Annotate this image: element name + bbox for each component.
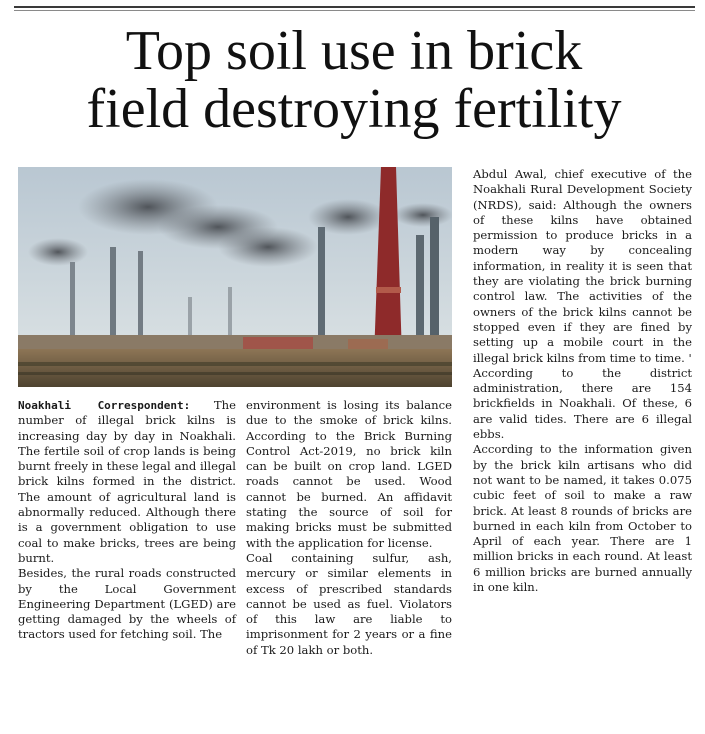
top-rule-thin <box>14 10 695 11</box>
paragraph: According to the information given by the brick kiln artisans who did not want to be named, it takes 0.075 cubic feet of soil to make a raw brick. At least 8 rounds of bricks are burned in each kiln from October to April of each year. There are 1 million bricks in each round. At least 6 million bricks are burned annually in one kiln. <box>473 442 692 595</box>
column-1 <box>18 398 236 643</box>
paragraph: Abdul Awal, chief executive of the Noakhali Rural Development Society (NRDS), said: Although the owners of these kilns have obtained permission to produce bricks in a modern way by concealing information, in reality it is seen that they are violating the brick burning control law. The activities of the owners of the brick kilns cannot be stopped even if they are fined by setting up a mobile court in the illegal brick kilns from time to time. ' <box>473 167 692 365</box>
column-3 <box>473 167 692 595</box>
headline-line-1: Top soil use in brick <box>125 20 583 82</box>
paragraph <box>18 398 236 566</box>
column-2 <box>246 398 452 658</box>
paragraph: Coal containing sulfur, ash, mercury or similar elements in excess of prescribed standards cannot be used as fuel. Violators of this law are liable to imprisonment for 2 years or a fine of Tk 20 lakh or both. <box>246 550 452 657</box>
paragraph-text: The number of illegal brick kilns is increasing day by day in Noakhali. The fertile soil of crop lands is being burnt freely in these legal and illegal brick kilns formed in the district. The amount of agricultural land is abnormally reduced. Although there is a government obligation to use coal to make bricks, trees are being burnt. <box>18 398 236 565</box>
top-rule <box>14 6 695 8</box>
brick-kiln-photo <box>18 167 452 387</box>
headline <box>14 22 694 138</box>
headline-line-2: field destroying fertility <box>86 78 622 140</box>
byline: Noakhali Correspondent: <box>18 399 191 412</box>
paragraph: According to the district administration, there are 154 brickfields in Noakhali. Of these, 6 are valid tides. There are 6 illegal ebbs. <box>473 365 692 442</box>
paragraph: Besides, the rural roads constructed by the Local Government Engineering Department (LGED) are getting damaged by the wheels of tractors used for fetching soil. The <box>18 566 236 642</box>
paragraph: environment is losing its balance due to the smoke of brick kilns. According to the Brick Burning Control Act-2019, no brick kiln can be built on crop land. LGED roads cannot be used. Wood cannot be burned. An affidavit stating the source of soil for making bricks must be submitted with the application for license. <box>246 398 452 550</box>
